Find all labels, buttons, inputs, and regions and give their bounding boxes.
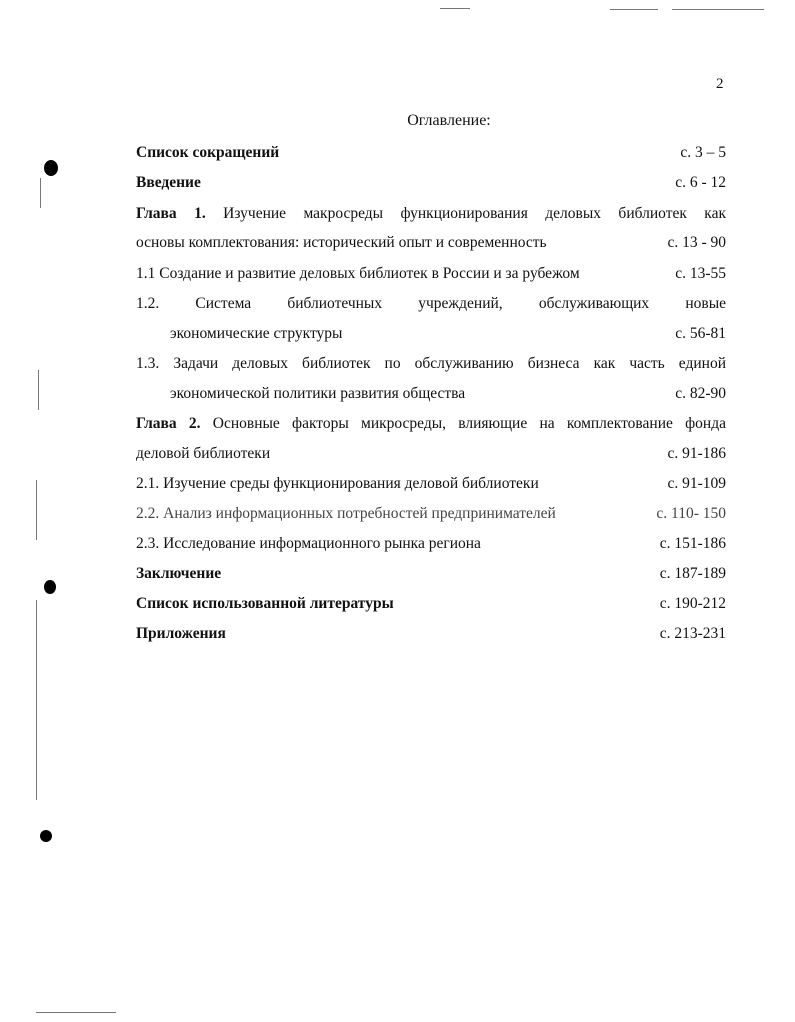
toc-entry-text: 2.3. Исследование информационного рынка региона (136, 535, 481, 552)
toc-entry (136, 353, 726, 375)
toc-entry (136, 172, 726, 194)
toc-entry (170, 383, 726, 405)
toc-entry-page: с. 82-90 (675, 385, 726, 402)
toc-entry-text: Основные факторы микросреды, влияющие на комплектование фонда (200, 415, 726, 432)
toc-entry-text: 2.1. Изучение среды функционирования деловой библиотеки (136, 475, 539, 492)
toc-entry-title: Список использованной литературы (136, 595, 394, 612)
toc-entry-text: Изучение макросреды функционирования деловых библиотек как (205, 205, 726, 222)
toc-entry-text: 1.2. Система библиотечных учреждений, обслуживающих новые (136, 295, 726, 312)
toc-entry-page: с. 56-81 (675, 325, 726, 342)
scan-top-line-3 (672, 9, 764, 10)
toc-entry-text: 1.3. Задачи деловых библиотек по обслуживанию бизнеса как часть единой (136, 355, 726, 372)
scan-margin-line-3 (36, 480, 37, 540)
toc-entry (136, 413, 726, 435)
toc-entry (136, 263, 726, 285)
toc-entry-page: с. 110- 150 (656, 505, 726, 522)
toc-entry (136, 443, 726, 465)
toc-entry-text: экономические структуры (170, 325, 343, 342)
toc-entry-page: с. 151-186 (659, 535, 726, 552)
toc-entry-title: Заключение (136, 565, 222, 582)
toc-entry (136, 563, 726, 585)
toc-entry (136, 142, 726, 164)
toc-entry-page: с. 213-231 (659, 625, 726, 642)
toc-entry-page: с. 13 - 90 (667, 234, 726, 251)
toc-title: Оглавление: (407, 112, 491, 129)
toc-entry-text: 1.1 Создание и развитие деловых библиотек в России и за рубежом (136, 265, 580, 282)
toc-entry-text: экономической политики развития общества (170, 385, 466, 402)
toc-entry-page: с. 6 - 12 (675, 174, 726, 191)
toc-entry-page: с. 3 – 5 (680, 144, 726, 161)
toc-entry (136, 293, 726, 315)
scan-margin-line-2 (38, 370, 39, 410)
toc-entry-page: с. 190-212 (659, 595, 726, 612)
toc-entry (170, 323, 726, 345)
scan-bottom-line (36, 1012, 116, 1013)
toc-entry-page: с. 91-186 (667, 445, 726, 462)
toc-entry (136, 533, 726, 555)
toc-entry (136, 623, 726, 645)
toc-entry (136, 593, 726, 615)
toc-entry-text: 2.2. Анализ информационных потребностей предпринимателей (136, 505, 556, 522)
toc-entry-text: основы комплектования: исторический опыт и современность (136, 234, 547, 251)
toc-entry-title: Глава 1. (136, 205, 206, 222)
punch-hole-mark-bottom (40, 830, 52, 842)
toc-entry-text: деловой библиотеки (136, 445, 271, 462)
toc-entry-title: Глава 2. (136, 415, 201, 432)
toc-entry (136, 203, 726, 225)
toc-entry-title: Приложения (136, 625, 226, 642)
toc-entry (136, 473, 726, 495)
scan-top-line-2 (610, 9, 658, 10)
toc-entry (136, 232, 726, 254)
scan-margin-line-4 (36, 600, 37, 800)
page-number: 2 (716, 76, 724, 92)
toc-entry-page: с. 91-109 (667, 475, 726, 492)
toc-entry (136, 503, 726, 525)
toc-entry-title: Введение (136, 174, 201, 191)
punch-hole-mark-top (44, 160, 58, 176)
toc-entry-page: с. 187-189 (659, 565, 726, 582)
scan-top-line-1 (440, 8, 470, 9)
punch-hole-mark-middle (44, 580, 56, 594)
scan-margin-line-1 (40, 178, 41, 208)
toc-entry-page: с. 13-55 (675, 265, 726, 282)
toc-entry-title: Список сокращений (136, 144, 280, 161)
